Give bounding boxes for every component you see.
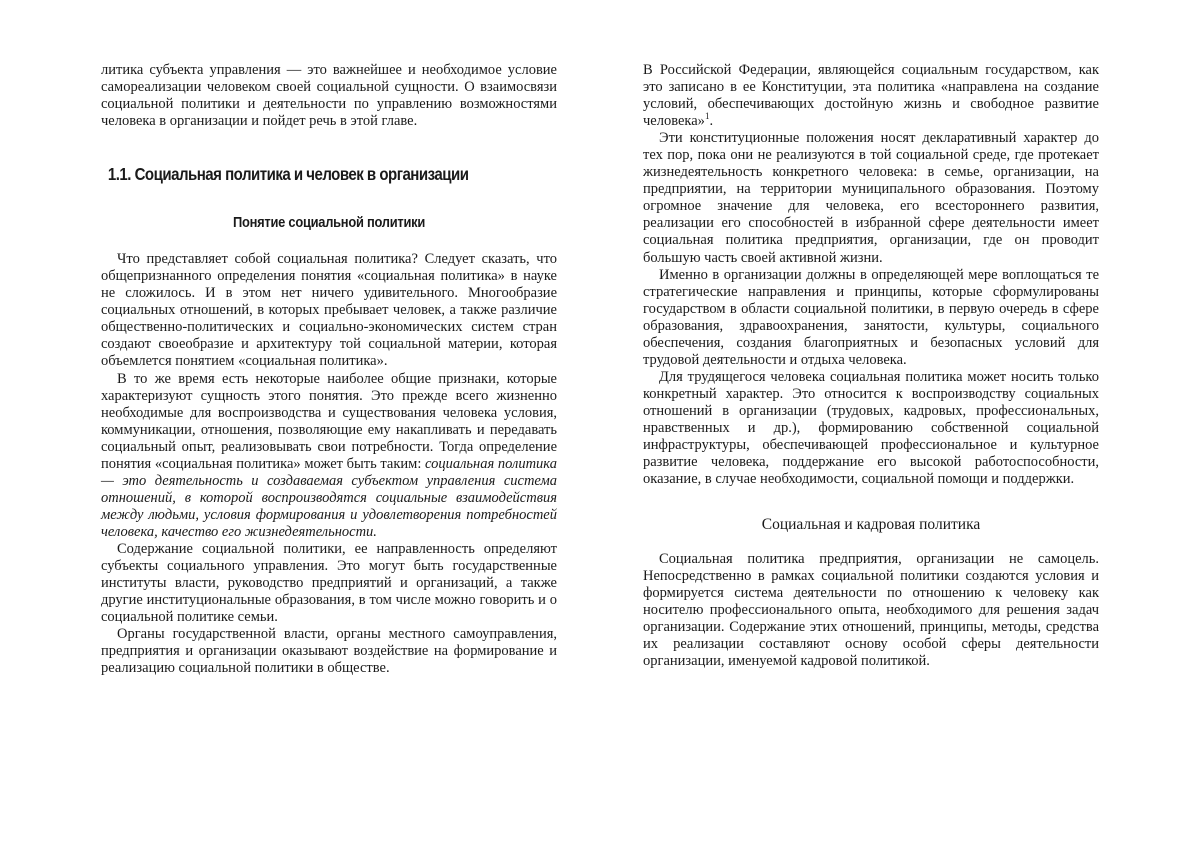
definition-lead-in: В то же время есть некоторые наиболее общие признаки, которые характеризуют сущность этого понятия. Это прежде всего жизненно необходимые для воспроизводства и существования человека условия, коммуникации, отношения, позволяющие ему накапливать и передавать социальный опыт, реализовывать свои потребности. Тогда определение понятия «социальная политика» может быть таким: [101, 370, 557, 472]
definition-text: социальная политика — это деятельность и создаваемая субъектом управления система отношений, в которой воспроизводятся социальные взаимодействия между людьми, условия формирования и удовлетворения потребностей человека, качество его жизнедеятельности. [101, 455, 557, 540]
body-paragraph-4: Органы государственной власти, органы местного самоуправления, предприятия и организации оказывают воздействие на формирование и реализацию социальной политики в обществе. [101, 626, 557, 677]
body-paragraph-2 [101, 371, 557, 541]
body-paragraph-continued [643, 62, 1099, 130]
footnote-marker: 1 [704, 111, 710, 122]
subsection-title: Социальная и кадровая политика [761, 516, 981, 534]
constitution-quote: В Российской Федерации, являющейся социальным государством, как это записано в ее Конституции, эта политика «направлена на создание условий, обеспечивающих достойную жизнь и свободное развитие человека» [643, 62, 1099, 130]
subsection-title: Понятие социальной политики [232, 214, 426, 232]
body-paragraph-3: Именно в организации должны в определяющей мере воплощаться те стратегические направления и принципы, которые сформулированы государством в области социальной политики, в первую очередь в сфере образования, здравоохранения, занятости, культуры, социального обеспечения, создания благоприятных и безопасных условий для трудовой деятельности и отдыха человека. [643, 266, 1099, 368]
sentence-end: . [709, 113, 714, 130]
body-paragraph-4: Для трудящегося человека социальная политика может носить только конкретный характер. Это относится к воспроизводству социальных отношений в организации (трудовых, кадровых, профессиональных, нравственных и др.), формированию собственной социальной инфраструктуры, обеспечивающей профессиональное и культурное развитие человека, поддержание его высокой работоспособности, оказание, в случае необходимости, социальной помощи и поддержки. [643, 368, 1099, 488]
left-page [101, 62, 557, 677]
intro-paragraph: литика субъекта управления — это важнейшее и необходимое условие самореализации человеком своей социальной сущности. О взаимосвязи социальной политики и деятельности по управлению возможностями человека в организации и пойдет речь в этой главе. [101, 62, 557, 130]
body-paragraph-3: Содержание социальной политики, ее направленность определяют субъекты социального управления. Это могут быть государственные институты власти, руководство предприятий и организаций, а также другие институциональные образования, в том числе можно говорить и о социальной политике семьи. [101, 540, 557, 626]
right-page [643, 62, 1099, 671]
body-paragraph-2: Эти конституционные положения носят декларативный характер до тех пор, пока они не реализуются в той социальной среде, где протекает жизнедеятельность конкретного человека: в семье, организации, на предприятии, на территории муниципального образования. Поэтому огромное значение для человека, его всестороннего развития, реализации его способностей в избранной сфере деятельности имеет социальная политика предприятия, организации, где он проводит большую часть своей активной жизни. [643, 130, 1099, 266]
body-paragraph-1: Что представляет собой социальная политика? Следует сказать, что общепризнанного определения понятия «социальная политика» в науке не сложилось. И в этом нет ничего удивительного. Многообразие социальных отношений, в которых пребывает человек, а также различие общественно-политических и социально-экономических систем стран создают своеобразие и архитектуру той социальной материи, которая объемлется понятием «социальная политика». [101, 251, 557, 370]
section-title: 1.1. Социальная политика и человек в организации [107, 164, 469, 185]
body-paragraph-5: Социальная политика предприятия, организации не самоцель. Непосредственно в рамках социальной политики создаются условия и формируется система деятельности по отношению к человеку как носителю профессионального опыта, необходимого для решения задач организации. Содержание этих отношений, принципы, методы, средства их реализации составляют основу особой сферы деятельности организации, именуемой кадровой политикой. [643, 551, 1099, 670]
